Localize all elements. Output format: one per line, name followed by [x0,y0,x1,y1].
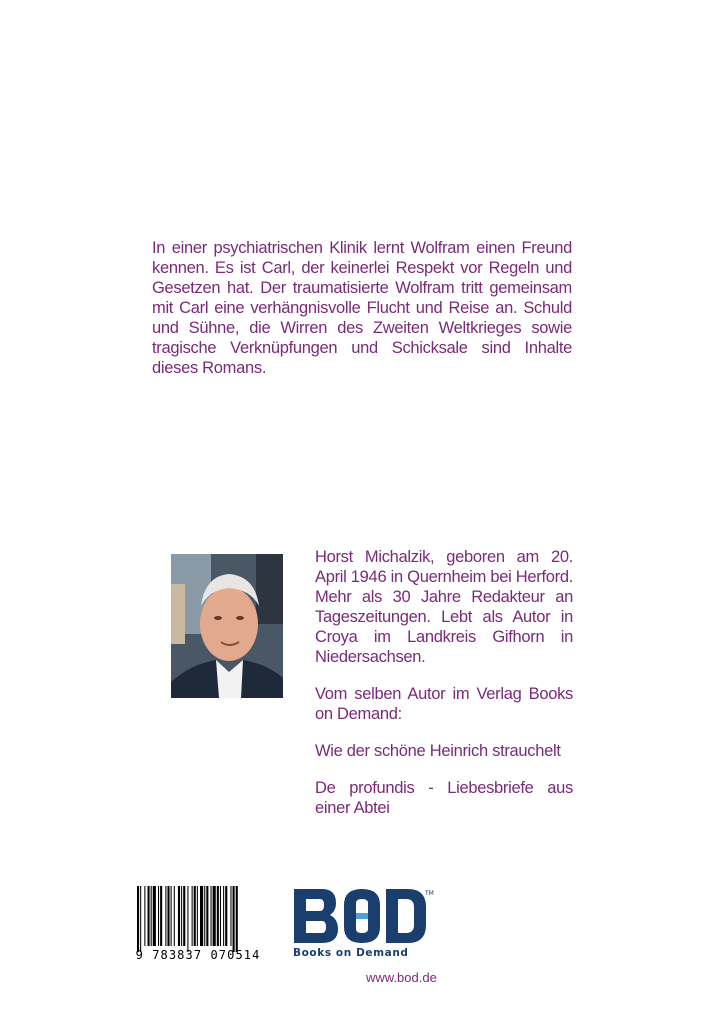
barcode-bar [181,886,182,946]
author-bio: Horst Michalzik, geboren am 20. April 1946 in Quernheim bei Herford. Mehr als 30 Jahre Redakteur an Tageszeitungen. Lebt als Autor in Croya im Landkreis Gifhorn in Niedersachsen. [315,548,573,666]
barcode-bar [174,886,175,946]
barcode-bar [211,886,212,946]
book-title-2: De profundis - Liebesbriefe aus einer Abtei [315,779,573,817]
barcode-bar [178,886,180,946]
barcode-bar [158,886,159,946]
barcode-bar [137,886,139,952]
barcode-bar [197,886,198,946]
publisher-url[interactable]: www.bod.de [366,970,437,985]
barcode-bar [165,886,166,946]
barcode-bar [160,886,162,946]
barcode-bar [187,886,188,952]
barcode-bar [194,886,196,946]
author-photo [171,554,283,698]
barcode-bar [225,886,227,946]
barcode-bar [167,886,169,946]
back-cover-blurb: In einer psychiatrischen Klinik lernt Wolfram einen Freund kennen. Es ist Carl, der keinerlei Respekt vor Regeln und Gesetzen hat. Der traumatisierte Wolfram tritt gemeinsam mit Carl eine verhängnisvolle Flucht und Reise an. Schuld und Sühne, die Wirren des Zweiten Weltkrieges sowie tragische Verknüpfungen und Schicksale sind Inhalte dieses Romans. [152,239,572,377]
more-books-heading: Vom selben Autor im Verlag Books on Demand: [315,685,573,723]
barcode-bar [233,886,235,952]
barcode-bar [140,886,141,952]
barcode-bar [217,886,219,946]
barcode-bar [192,886,193,946]
barcode-bar [213,886,216,946]
barcode-bar [236,886,238,952]
barcode-bar [230,886,231,946]
barcode-bar [220,886,221,946]
barcode-bar [200,886,203,946]
barcode-bar [204,886,205,946]
author-section [315,547,573,835]
svg-text:TM: TM [425,890,434,897]
barcode-bar [171,886,172,946]
barcode-bar [144,886,145,946]
barcode-bar [206,886,208,946]
barcode-bar [148,886,150,946]
barcode-bar [183,886,185,946]
barcode-bar [153,886,156,946]
isbn-number: 9 783837 070514 [135,948,261,962]
book-title-1: Wie der schöne Heinrich strauchelt [315,742,561,760]
barcode-bar [223,886,224,946]
bod-tagline: Books on Demand [293,947,409,959]
barcode-bar [151,886,152,946]
